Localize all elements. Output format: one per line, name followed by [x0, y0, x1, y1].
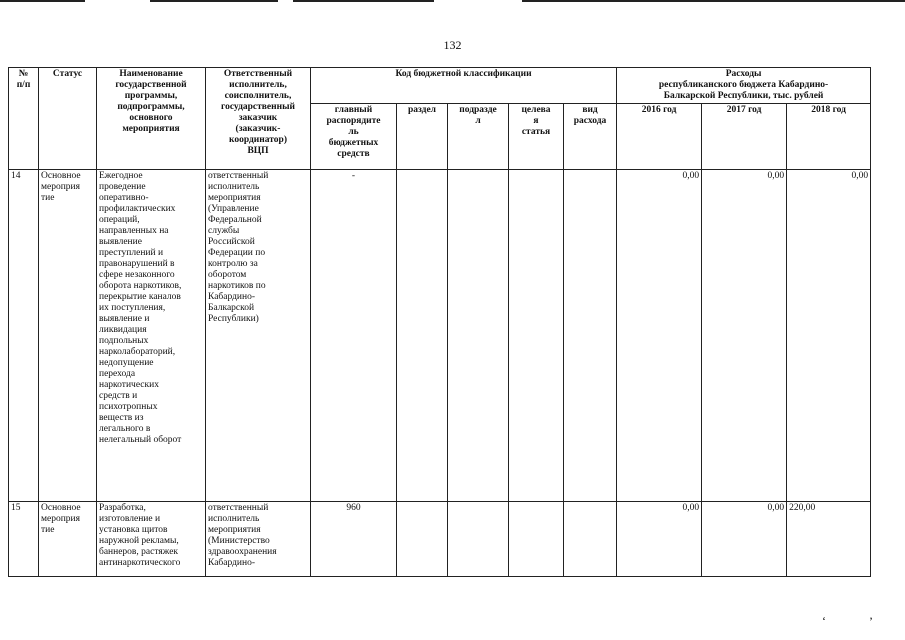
- top-scan-line-3: [293, 0, 434, 2]
- header-razdel: раздел: [397, 104, 448, 170]
- top-scan-line-2: [150, 0, 278, 2]
- row-razdel: [397, 502, 448, 577]
- row-csr: [509, 170, 564, 502]
- header-status: Статус: [39, 68, 97, 170]
- row-razdel: [397, 170, 448, 502]
- header-grbs: главный распорядите ль бюджетных средств: [311, 104, 397, 170]
- row-executor: ответственный исполнитель мероприятия (Управление Федеральной службы Российской Федерации по контролю за оборотом наркотиков по Кабардино- Балкарской Республики): [206, 170, 311, 502]
- row-2017: 0,00: [702, 170, 787, 502]
- row-2018: 220,00: [787, 502, 871, 577]
- header-csr: целева я статья: [509, 104, 564, 170]
- row-name: Ежегодное проведение оперативно- профилактических операций, направленных на выявление преступлений и правонарушений в сфере незаконного оборота наркотиков, перекрытие каналов их поступления, выявление и ликвидация подпольных нарколабораторий, недопущение перехода наркотических средств и психотропных веществ из легального в нелегальный оборот: [97, 170, 206, 502]
- page-number: 132: [443, 38, 462, 52]
- row-executor: ответственный исполнитель мероприятия (Министерство здравоохранения Кабардино-: [206, 502, 311, 577]
- row-2018: 0,00: [787, 170, 871, 502]
- header-num: № п/п: [9, 68, 39, 170]
- row-vr: [564, 170, 617, 502]
- row-csr: [509, 502, 564, 577]
- row-grbs: -: [311, 170, 397, 502]
- row-status: Основное мероприя тие: [39, 502, 97, 577]
- scan-marks: [822, 614, 873, 629]
- top-scan-line-4: [522, 0, 905, 2]
- budget-table: [8, 67, 871, 577]
- row-num: 14: [9, 170, 39, 502]
- header-2017: 2017 год: [702, 104, 787, 170]
- row-podrazdel: [448, 170, 509, 502]
- scan-mark: ’: [869, 614, 873, 628]
- header-name: Наименование государственной программы, подпрограммы, основного мероприятия: [97, 68, 206, 170]
- header-2018: 2018 год: [787, 104, 871, 170]
- row-2016: 0,00: [617, 170, 702, 502]
- row-2017: 0,00: [702, 502, 787, 577]
- header-budget-code: Код бюджетной классификации: [311, 68, 617, 104]
- row-num: 15: [9, 502, 39, 577]
- scan-mark: ‘: [822, 614, 826, 628]
- header-podrazdel: подразде л: [448, 104, 509, 170]
- header-executor: Ответственный исполнитель, соисполнитель, государственный заказчик (заказчик- координатор) ВЦП: [206, 68, 311, 170]
- table-row: [9, 502, 871, 577]
- header-2016: 2016 год: [617, 104, 702, 170]
- row-podrazdel: [448, 502, 509, 577]
- row-status: Основное мероприя тие: [39, 170, 97, 502]
- row-name: Разработка, изготовление и установка щитов наружной рекламы, баннеров, растяжек антинаркотического: [97, 502, 206, 577]
- row-grbs: 960: [311, 502, 397, 577]
- row-vr: [564, 502, 617, 577]
- table-row: [9, 170, 871, 502]
- header-vr: вид расхода: [564, 104, 617, 170]
- row-2016: 0,00: [617, 502, 702, 577]
- top-scan-line-1: [0, 0, 85, 2]
- header-expenses: Расходы республиканского бюджета Кабардино- Балкарской Республики, тыс. рублей: [617, 68, 871, 104]
